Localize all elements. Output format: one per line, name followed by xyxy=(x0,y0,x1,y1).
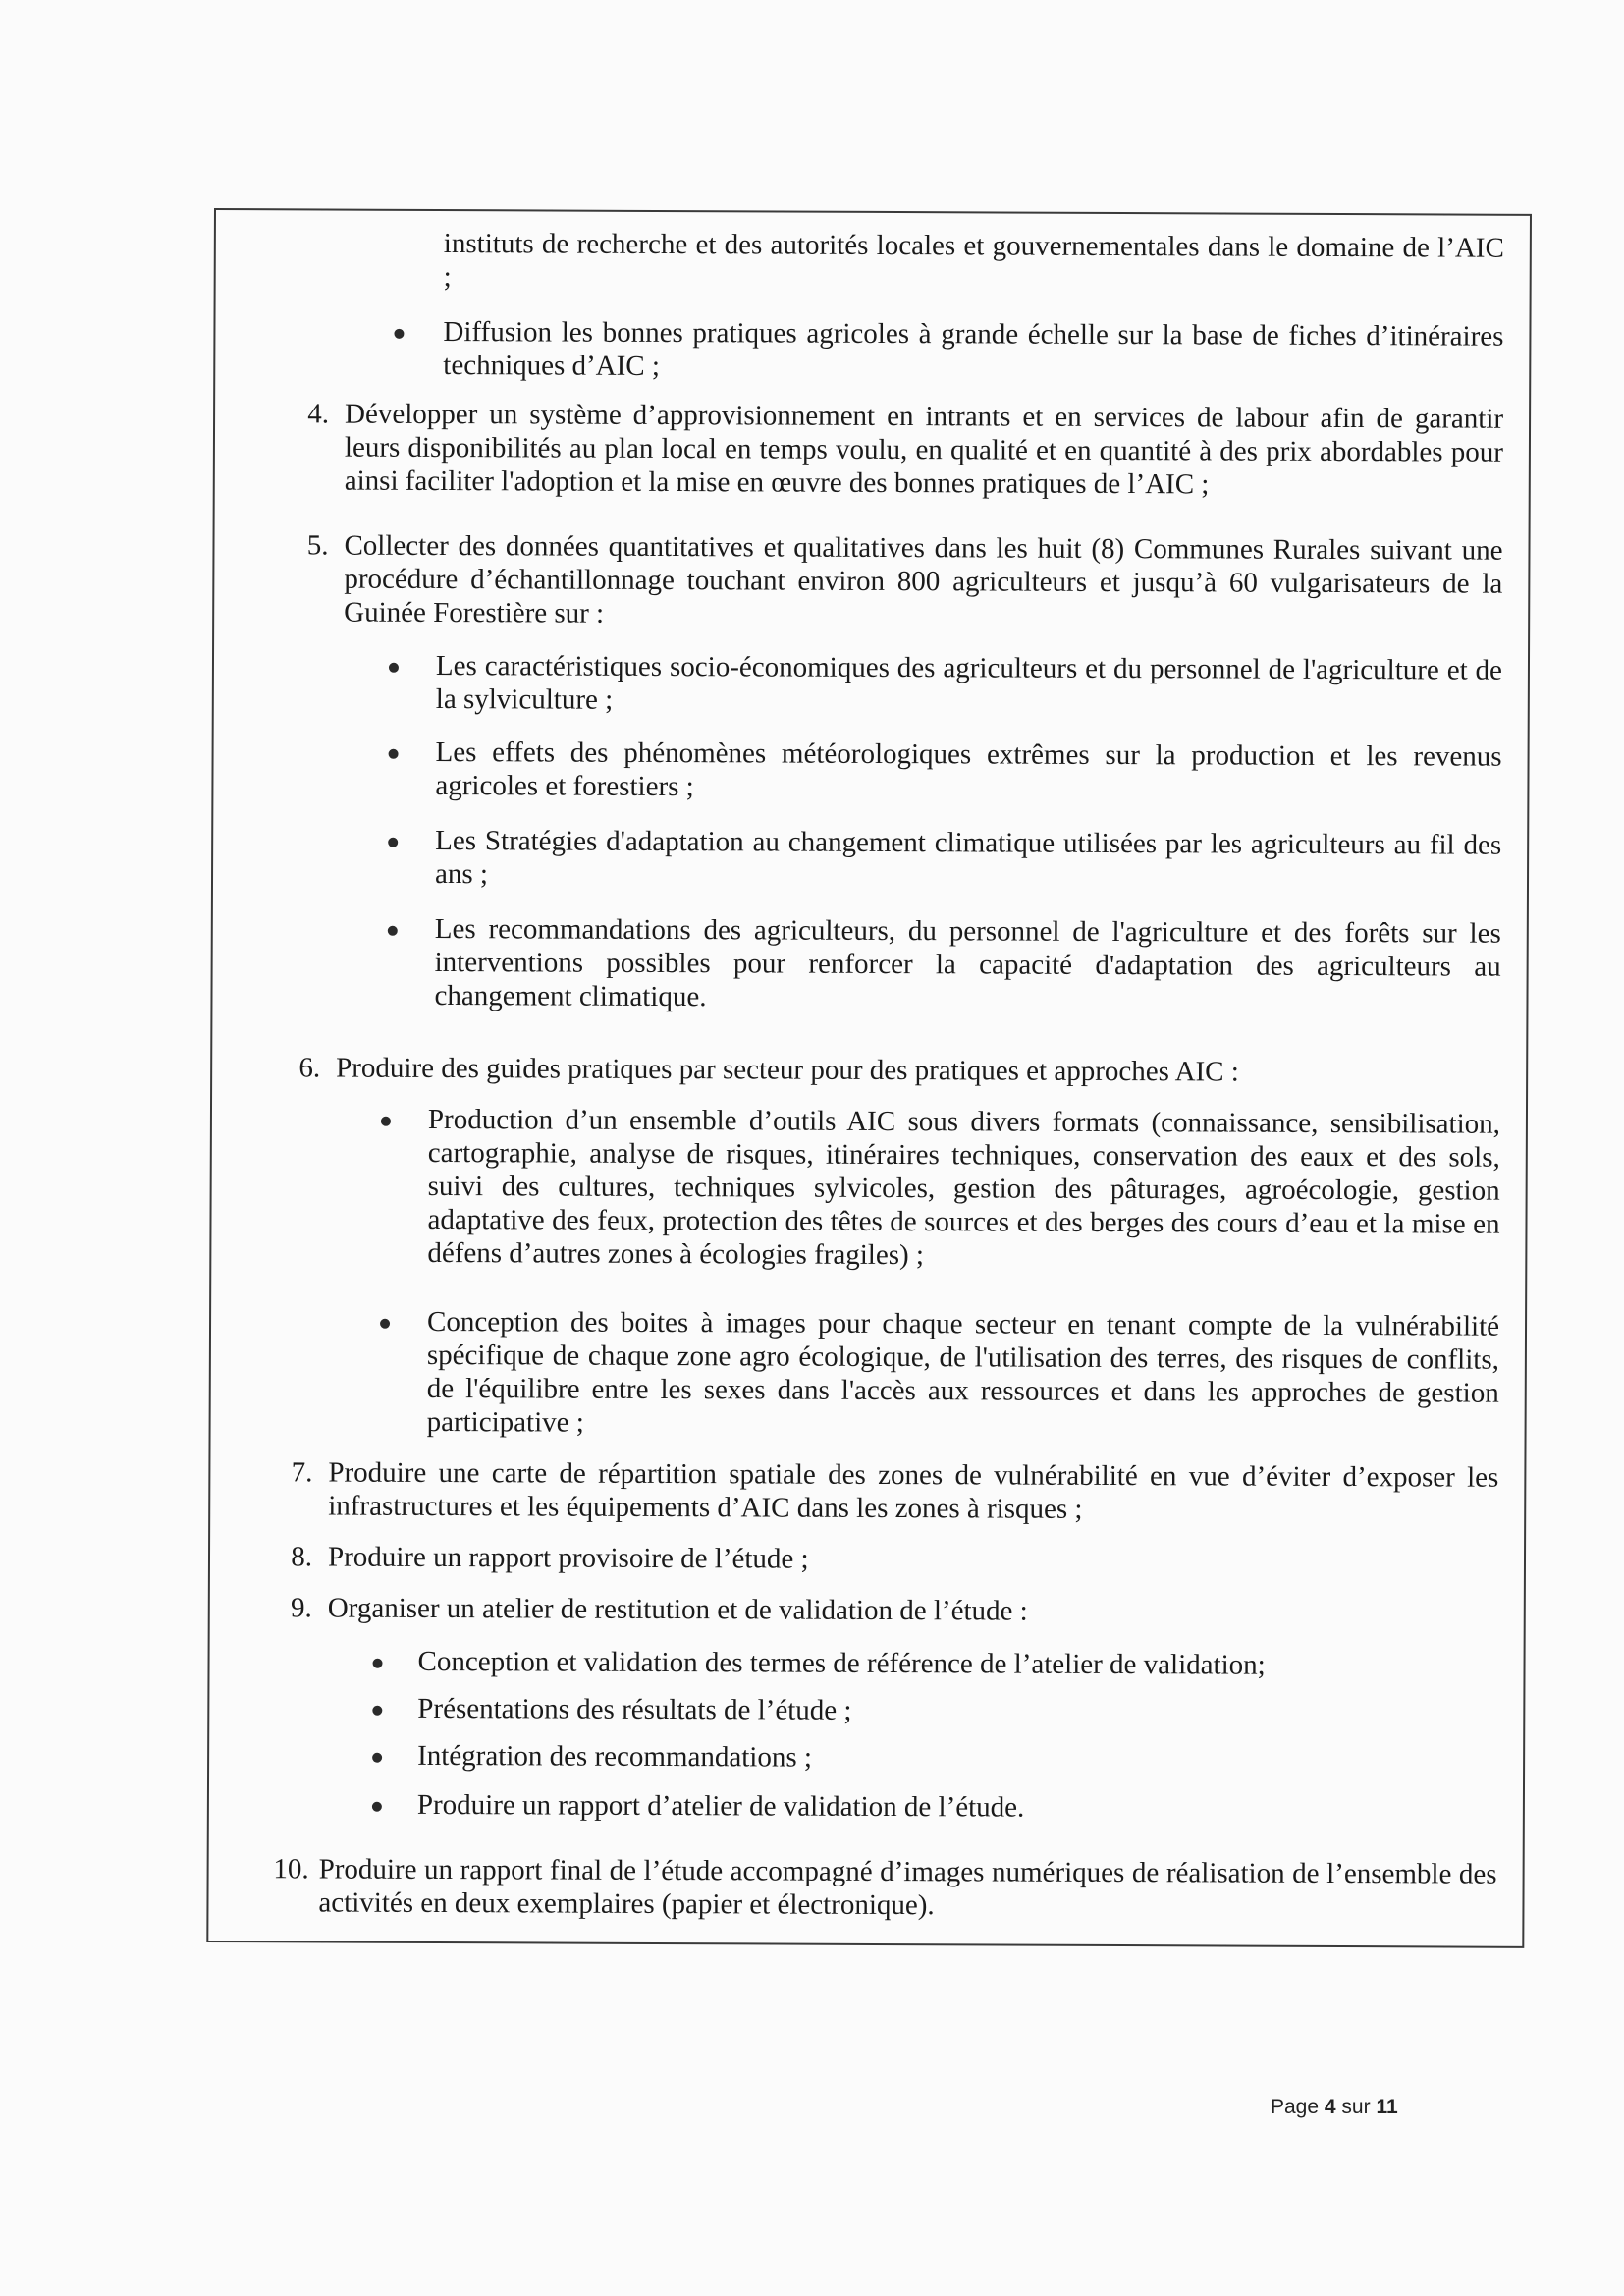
item-9-bullet-4: Produire un rapport d’atelier de validation de l’étude. xyxy=(416,1788,1025,1824)
item-6-text: Produire des guides pratiques par secteur pour des pratiques et approches AIC : xyxy=(336,1052,1239,1088)
bullet-icon xyxy=(372,1753,382,1763)
item-9-number: 9. xyxy=(290,1592,312,1624)
item-7-text: Produire une carte de répartition spatiale des zones de vulnérabilité en vue d’éviter d’exposer les infrastructures et les équipements d’AIC dans les zones à risques ; xyxy=(328,1456,1499,1525)
content-frame xyxy=(206,208,1532,1948)
item-9-bullet-1: Conception et validation des termes de référence de l’atelier de validation; xyxy=(417,1645,1266,1681)
page-separator: sur xyxy=(1341,2096,1371,2118)
item-5-number: 5. xyxy=(306,529,329,562)
bullet-icon xyxy=(372,1802,382,1812)
bullet-icon xyxy=(389,749,399,759)
item-9-text: Organiser un atelier de restitution et de validation de l’étude : xyxy=(327,1592,1028,1627)
page-number-footer xyxy=(1271,2096,1398,2119)
bullet-icon xyxy=(381,1117,391,1126)
item-10-number: 10. xyxy=(273,1853,309,1886)
item-4-text: Développer un système d’approvisionnement en intrants et en services de labour afin de garantir leurs disponibilités au plan local en temps voulu, en qualité et en quantité à des prix abordables pour ainsi faciliter l'adoption et la mise en œuvre des bonnes pratiques de l’AIC ; xyxy=(344,398,1504,501)
bullet-icon xyxy=(372,1706,382,1716)
item-5-text: Collecter des données quantitatives et qualitatives dans les huit (8) Communes Rurales suivant une procédure d’échantillonnage touchant environ 800 agriculteurs et jusqu’à 60 vulgarisateurs de la Guinée Forestière sur : xyxy=(344,529,1503,629)
bullet-icon xyxy=(380,1319,390,1329)
page-current: 4 xyxy=(1324,2096,1336,2118)
item-10-text: Produire un rapport final de l’étude accompagné d’images numériques de réalisation de l’ensemble des activités en deux exemplaires (papier et électronique). xyxy=(318,1853,1497,1922)
bullet-icon xyxy=(394,329,404,339)
bullet-icon xyxy=(388,838,398,847)
item-6-bullet-1: Production d’un ensemble d’outils AIC sous divers formats (connaissance, sensibilisation, cartographie, analyse de risques, itinéraires techniques, conservation des eaux et des sols, suivi des cultures, techniques sylvicoles, gestion des pâturages, agroécologie, gestion adaptative des feux, protection des têtes de sources et des berges des cours d’eau et la mise en défens d’autres zones à écologies fragiles) ; xyxy=(427,1103,1501,1272)
bullet-icon xyxy=(373,1659,383,1668)
item-5-bullet-4: Les recommandations des agriculteurs, du personnel de l'agriculture et des forêts sur les interventions possibles pour renforcer la capacité d'adaptation des agriculteurs au changement climatique. xyxy=(434,912,1501,1013)
page-total: 11 xyxy=(1376,2096,1398,2118)
item-5-bullet-2: Les effets des phénomènes météorologiques extrêmes sur la production et les revenus agricoles et forestiers ; xyxy=(435,736,1502,803)
page-label: Page xyxy=(1271,2096,1320,2118)
item-7-number: 7. xyxy=(291,1456,313,1489)
bullet-icon xyxy=(389,663,399,673)
item-8-number: 8. xyxy=(291,1541,313,1573)
item-9-bullet-3: Intégration des recommandations ; xyxy=(417,1739,813,1774)
item-6-bullet-2: Conception des boites à images pour chaque secteur en tenant compte de la vulnérabilité spécifique de chaque zone agro écologique, de l'utilisation des terres, des risques de conflits, de l'équilibre entre les sexes dans l'accès aux ressources et dans les approches de gestion participative ; xyxy=(426,1305,1500,1439)
item-5-bullet-3: Les Stratégies d'adaptation au changement climatique utilisées par les agriculteurs au fil des ans ; xyxy=(434,824,1502,891)
bullet-icon xyxy=(388,926,398,936)
item-8-text: Produire un rapport provisoire de l’étude ; xyxy=(327,1541,809,1575)
item-5-bullet-1: Les caractéristiques socio-économiques des agriculteurs et du personnel de l'agriculture et de la sylviculture ; xyxy=(435,649,1503,716)
continued-bullet-text: instituts de recherche et des autorités locales et gouvernementales dans le domaine de l’AIC ; xyxy=(443,228,1504,294)
item-6-number: 6. xyxy=(298,1052,321,1084)
bullet-diffusion: Diffusion les bonnes pratiques agricoles à grande échelle sur la base de fiches d’itinéraires techniques d’AIC ; xyxy=(443,316,1504,382)
item-4-number: 4. xyxy=(307,398,330,430)
item-9-bullet-2: Présentations des résultats de l’étude ; xyxy=(417,1692,852,1726)
